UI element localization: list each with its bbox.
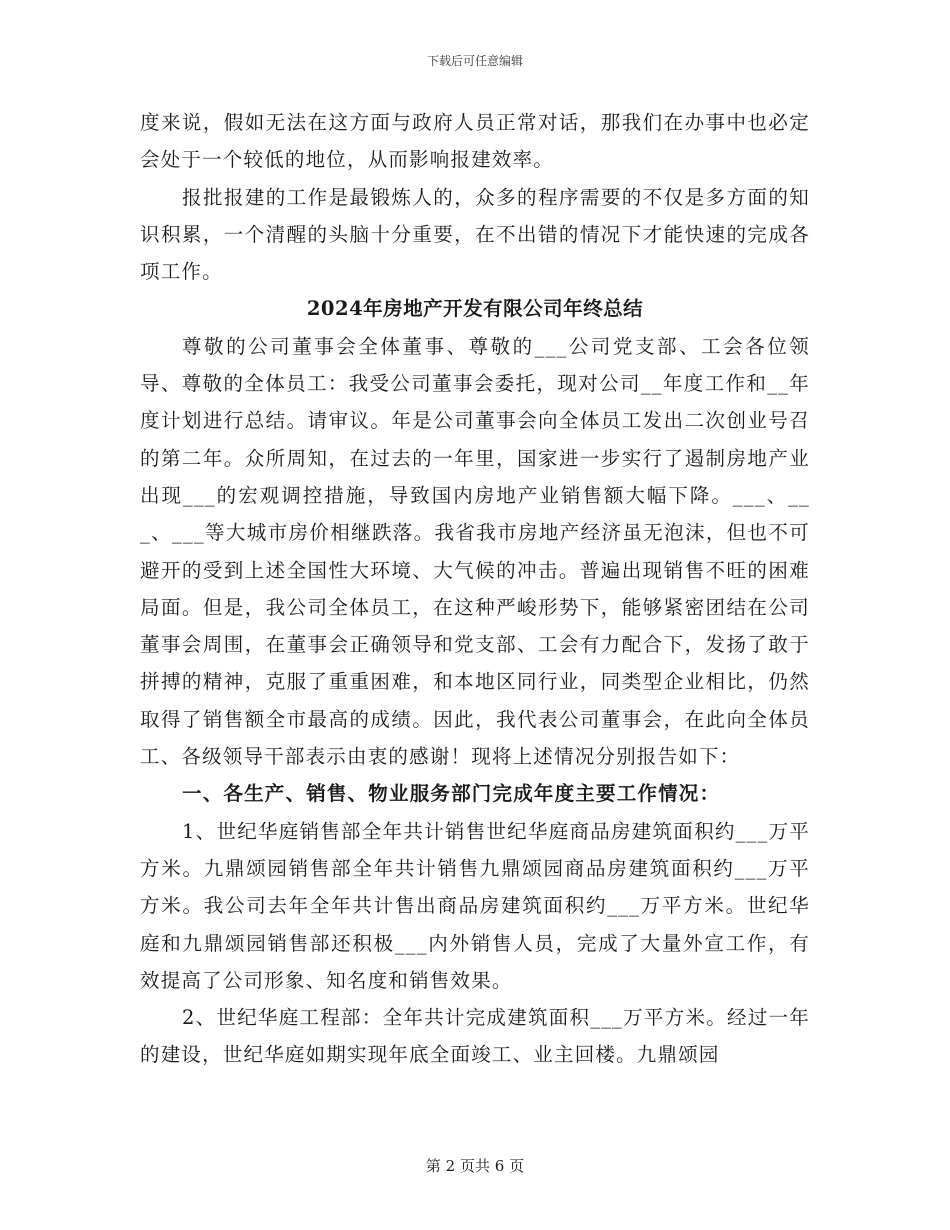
section-heading-1: 一、各生产、销售、物业服务部门完成年度主要工作情况： [182,782,721,806]
page-footer: 第 2 页共 6 页 [425,1157,525,1175]
paragraph-5: 2、世纪华庭工程部：全年共计完成建筑面积___万平方米。经过一年的建设，世纪华庭如期实现年底全面竣工、业主回楼。九鼎颂园 [140,1006,810,1067]
paragraph-4: 1、世纪华庭销售部全年共计销售世纪华庭商品房建筑面积约___万平方米。九鼎颂园销售部全年共计销售九鼎颂园商品房建筑面积约___万平方米。我公司去年全年共计售出商品房建筑面积约___万平方米。世纪华庭和九鼎颂园销售部还积极___内外销售人员，完成了大量外宣工作，有效提高了公司形象、知名度和销售效果。 [140,819,810,992]
paragraph-2: 报批报建的工作是最锻炼人的，众多的程序需要的不仅是多方面的知识积累，一个清醒的头脑十分重要，在不出错的情况下才能快速的完成各项工作。 [140,185,810,284]
document-title: 2024年房地产开发有限公司年终总结 [306,297,644,321]
document-body [140,104,810,1074]
paragraph-3: 尊敬的公司董事会全体董事、尊敬的___公司党支部、工会各位领导、尊敬的全体员工：我受公司董事会委托，现对公司__年度工作和__年度计划进行总结。请审议。年是公司董事会向全体员工发出二次创业号召的第二年。众所周知，在过去的一年里，国家进一步实行了遏制房地产业出现___的宏观调控措施，导致国内房地产业销售额大幅下降。___、___、___等大城市房价相继跌落。我省我市房地产经济虽无泡沫，但也不可避开的受到上述全国性大环境、大气候的冲击。普遍出现销售不旺的困难局面。但是，我公司全体员工，在这种严峻形势下，能够紧密团结在公司董事会周围，在董事会正确领导和党支部、工会有力配合下，发扬了敢于拼搏的精神，克服了重重困难，和本地区同行业，同类型企业相比，仍然取得了销售额全市最高的成绩。因此，我代表公司董事会，在此向全体员工、各级领导干部表示由衷的感谢！现将上述情况分别报告如下： [140,334,810,769]
paragraph-1: 度来说，假如无法在这方面与政府人员正常对话，那我们在办事中也必定会处于一个较低的地位，从而影响报建效率。 [140,111,810,172]
page-header: 下载后可任意编辑 [426,54,523,68]
